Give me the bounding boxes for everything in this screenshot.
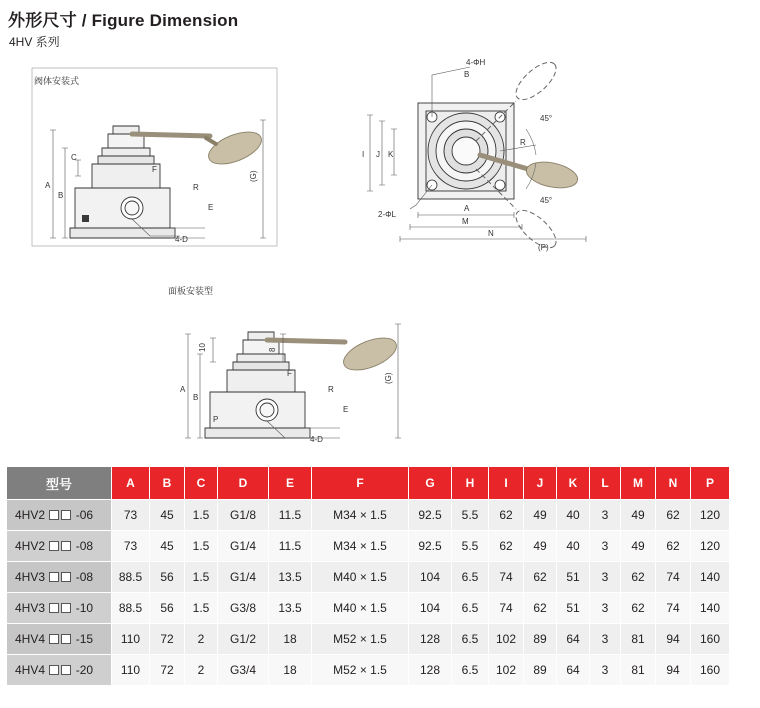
cell-G: 128 <box>409 655 452 686</box>
cell-G: 104 <box>409 593 452 624</box>
checkbox-glyph <box>61 541 71 551</box>
cell-F: M40 × 1.5 <box>312 562 409 593</box>
svg-text:4-D: 4-D <box>175 235 188 244</box>
cell-model: 4HV4 -20 <box>7 655 112 686</box>
cell-D: G1/2 <box>218 624 269 655</box>
cell-E: 18 <box>269 624 312 655</box>
svg-text:B: B <box>464 70 470 79</box>
checkbox-glyph <box>61 665 71 675</box>
cell-L: 3 <box>590 531 621 562</box>
cell-P: 160 <box>691 655 730 686</box>
specification-table <box>6 466 730 686</box>
table-header-H: H <box>452 467 489 500</box>
cell-J: 49 <box>524 531 557 562</box>
cell-C: 2 <box>185 624 218 655</box>
cell-L: 3 <box>590 593 621 624</box>
cell-D: G1/4 <box>218 531 269 562</box>
table-header-M: M <box>621 467 656 500</box>
cell-N: 62 <box>656 531 691 562</box>
cell-G: 104 <box>409 562 452 593</box>
cell-G: 92.5 <box>409 500 452 531</box>
svg-text:4-D: 4-D <box>310 435 323 444</box>
cell-K: 51 <box>557 593 590 624</box>
cell-B: 45 <box>150 531 185 562</box>
svg-text:A: A <box>464 204 470 213</box>
cell-model: 4HV4 -15 <box>7 624 112 655</box>
cell-D: G1/8 <box>218 500 269 531</box>
table-row <box>7 655 730 686</box>
cell-model: 4HV3 -08 <box>7 562 112 593</box>
cell-I: 102 <box>489 655 524 686</box>
table-row <box>7 531 730 562</box>
cell-K: 40 <box>557 531 590 562</box>
table-header-B: B <box>150 467 185 500</box>
figure-panel-mount <box>155 272 425 452</box>
cell-B: 72 <box>150 624 185 655</box>
svg-text:A: A <box>180 385 186 394</box>
cell-F: M52 × 1.5 <box>312 655 409 686</box>
cell-E: 18 <box>269 655 312 686</box>
svg-text:2-ΦL: 2-ΦL <box>378 210 396 219</box>
cell-B: 72 <box>150 655 185 686</box>
cell-A: 88.5 <box>112 593 150 624</box>
table-row <box>7 500 730 531</box>
cell-N: 74 <box>656 593 691 624</box>
page-subtitle: 4HV 系列 <box>9 35 60 49</box>
cell-E: 13.5 <box>269 562 312 593</box>
cell-H: 6.5 <box>452 655 489 686</box>
table-header-K: K <box>557 467 590 500</box>
checkbox-glyph <box>49 634 59 644</box>
cell-I: 62 <box>489 500 524 531</box>
cell-L: 3 <box>590 500 621 531</box>
figure1-caption: 阀体安装式 <box>34 76 80 86</box>
page-title: 外形尺寸 / Figure Dimension <box>8 11 239 30</box>
cell-I: 62 <box>489 531 524 562</box>
cell-P: 120 <box>691 531 730 562</box>
cell-N: 94 <box>656 655 691 686</box>
cell-H: 5.5 <box>452 500 489 531</box>
svg-text:R: R <box>520 138 526 147</box>
cell-B: 45 <box>150 500 185 531</box>
cell-P: 160 <box>691 624 730 655</box>
cell-model: 4HV2 -06 <box>7 500 112 531</box>
cell-C: 1.5 <box>185 500 218 531</box>
cell-D: G3/4 <box>218 655 269 686</box>
cell-C: 2 <box>185 655 218 686</box>
checkbox-glyph <box>49 510 59 520</box>
svg-text:F: F <box>287 369 292 378</box>
svg-text:B: B <box>193 393 199 402</box>
checkbox-glyph <box>61 603 71 613</box>
svg-text:(G): (G) <box>384 372 393 384</box>
cell-A: 110 <box>112 624 150 655</box>
svg-text:B: B <box>58 191 64 200</box>
checkbox-glyph <box>61 634 71 644</box>
checkbox-glyph <box>61 510 71 520</box>
svg-text:M: M <box>462 217 469 226</box>
cell-K: 64 <box>557 624 590 655</box>
svg-text:A: A <box>45 181 51 190</box>
figure-valve-body-mount <box>20 60 290 250</box>
svg-text:(G): (G) <box>249 170 258 182</box>
cell-H: 6.5 <box>452 624 489 655</box>
cell-K: 64 <box>557 655 590 686</box>
cell-F: M40 × 1.5 <box>312 593 409 624</box>
cell-J: 89 <box>524 624 557 655</box>
cell-L: 3 <box>590 624 621 655</box>
svg-text:I: I <box>362 150 365 159</box>
svg-text:8: 8 <box>268 347 277 352</box>
table-row <box>7 562 730 593</box>
cell-A: 73 <box>112 500 150 531</box>
cell-A: 88.5 <box>112 562 150 593</box>
table-header-N: N <box>656 467 691 500</box>
cell-C: 1.5 <box>185 531 218 562</box>
table-header-F: F <box>312 467 409 500</box>
svg-text:E: E <box>208 203 214 212</box>
svg-text:45°: 45° <box>540 196 553 205</box>
cell-N: 62 <box>656 500 691 531</box>
cell-H: 6.5 <box>452 593 489 624</box>
cell-F: M34 × 1.5 <box>312 500 409 531</box>
table-header-model: 型号 <box>7 467 112 500</box>
cell-A: 110 <box>112 655 150 686</box>
svg-text:10: 10 <box>198 343 207 352</box>
cell-M: 81 <box>621 624 656 655</box>
checkbox-glyph <box>49 603 59 613</box>
cell-M: 49 <box>621 500 656 531</box>
table-header-G: G <box>409 467 452 500</box>
cell-L: 3 <box>590 655 621 686</box>
cell-D: G1/4 <box>218 562 269 593</box>
cell-G: 92.5 <box>409 531 452 562</box>
table-header-J: J <box>524 467 557 500</box>
cell-C: 1.5 <box>185 593 218 624</box>
table-row <box>7 624 730 655</box>
cell-D: G3/8 <box>218 593 269 624</box>
svg-text:N: N <box>488 229 494 238</box>
cell-C: 1.5 <box>185 562 218 593</box>
cell-E: 11.5 <box>269 531 312 562</box>
cell-K: 40 <box>557 500 590 531</box>
checkbox-glyph <box>49 541 59 551</box>
table-header-P: P <box>691 467 730 500</box>
cell-H: 6.5 <box>452 562 489 593</box>
table-header-row <box>7 467 730 500</box>
svg-text:K: K <box>388 150 394 159</box>
svg-text:P: P <box>213 415 219 424</box>
cell-N: 94 <box>656 624 691 655</box>
figure-front-view <box>340 45 620 255</box>
cell-B: 56 <box>150 593 185 624</box>
svg-text:C: C <box>71 153 77 162</box>
table-row <box>7 593 730 624</box>
cell-M: 62 <box>621 562 656 593</box>
table-header-C: C <box>185 467 218 500</box>
table-header-I: I <box>489 467 524 500</box>
svg-text:R: R <box>328 385 334 394</box>
cell-K: 51 <box>557 562 590 593</box>
cell-H: 5.5 <box>452 531 489 562</box>
table-header-L: L <box>590 467 621 500</box>
cell-model: 4HV3 -10 <box>7 593 112 624</box>
table-header-E: E <box>269 467 312 500</box>
svg-text:F: F <box>152 165 157 174</box>
checkbox-glyph <box>49 572 59 582</box>
cell-M: 62 <box>621 593 656 624</box>
cell-L: 3 <box>590 562 621 593</box>
cell-J: 62 <box>524 593 557 624</box>
cell-J: 89 <box>524 655 557 686</box>
cell-E: 11.5 <box>269 500 312 531</box>
cell-N: 74 <box>656 562 691 593</box>
table-header-D: D <box>218 467 269 500</box>
cell-M: 81 <box>621 655 656 686</box>
cell-J: 62 <box>524 562 557 593</box>
checkbox-glyph <box>61 572 71 582</box>
svg-text:J: J <box>376 150 380 159</box>
cell-P: 120 <box>691 500 730 531</box>
cell-F: M52 × 1.5 <box>312 624 409 655</box>
cell-P: 140 <box>691 593 730 624</box>
cell-model: 4HV2 -08 <box>7 531 112 562</box>
svg-text:4-ΦH: 4-ΦH <box>466 58 486 67</box>
svg-text:R: R <box>193 183 199 192</box>
cell-I: 74 <box>489 562 524 593</box>
cell-G: 128 <box>409 624 452 655</box>
cell-I: 102 <box>489 624 524 655</box>
cell-M: 49 <box>621 531 656 562</box>
cell-A: 73 <box>112 531 150 562</box>
svg-text:(P): (P) <box>538 243 549 252</box>
cell-F: M34 × 1.5 <box>312 531 409 562</box>
cell-P: 140 <box>691 562 730 593</box>
figure3-caption: 面板安装型 <box>168 286 214 296</box>
cell-E: 13.5 <box>269 593 312 624</box>
cell-B: 56 <box>150 562 185 593</box>
svg-text:E: E <box>343 405 349 414</box>
table-header-A: A <box>112 467 150 500</box>
svg-text:45°: 45° <box>540 114 553 123</box>
cell-I: 74 <box>489 593 524 624</box>
checkbox-glyph <box>49 665 59 675</box>
cell-J: 49 <box>524 500 557 531</box>
